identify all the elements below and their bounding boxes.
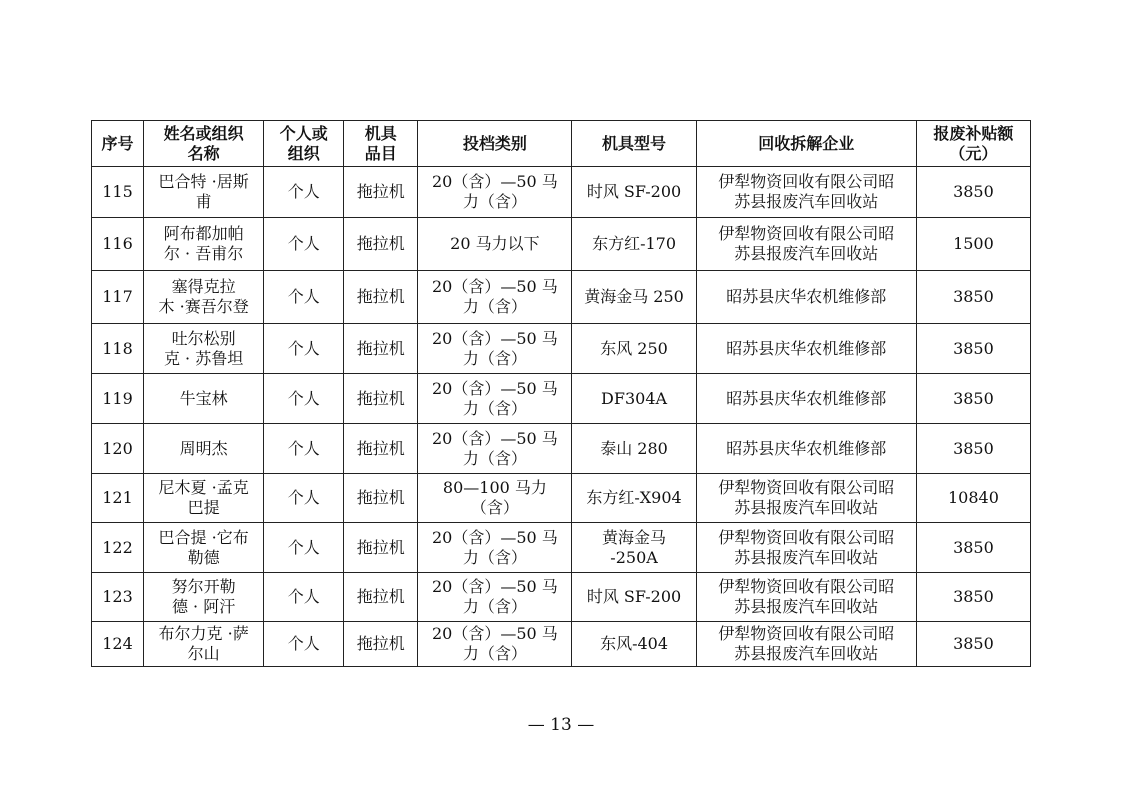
header-type-line: 组织 <box>287 143 320 163</box>
header-amount-line: 报废补贴额 <box>933 123 1014 143</box>
cell-type-text: 个人 <box>287 587 320 606</box>
table-row <box>92 523 1031 573</box>
header-no-text: 序号 <box>101 133 134 153</box>
cell-name <box>144 573 264 622</box>
header-category <box>418 121 572 167</box>
cell-category <box>418 622 572 667</box>
cell-model <box>572 324 696 374</box>
cell-model-line: 东方红-X904 <box>586 488 682 507</box>
cell-category-line: 20（含）—50 马 <box>432 624 558 643</box>
cell-model <box>572 167 696 218</box>
cell-name <box>144 271 264 324</box>
header-name <box>144 121 264 167</box>
header-item-line: 机具 <box>364 123 397 143</box>
cell-category <box>418 324 572 374</box>
cell-model <box>572 474 696 523</box>
cell-name <box>144 374 264 424</box>
cell-category <box>418 218 572 271</box>
cell-name <box>144 622 264 667</box>
cell-category-line: 力（含） <box>462 547 527 567</box>
cell-name-line: 阿布都加帕 <box>163 224 244 243</box>
cell-enterprise-line: 伊犁物资回收有限公司昭 <box>718 224 895 243</box>
header-amount <box>916 121 1030 167</box>
table-row <box>92 324 1031 374</box>
cell-enterprise-line: 昭苏县庆华农机维修部 <box>726 438 887 458</box>
cell-type-text: 个人 <box>287 287 320 306</box>
table-row <box>92 374 1031 424</box>
cell-amount <box>916 167 1030 218</box>
cell-type <box>264 218 344 271</box>
cell-enterprise-line: 昭苏县庆华农机维修部 <box>726 338 887 358</box>
cell-name-line: 吐尔松别 <box>171 328 236 348</box>
cell-category-line: 20（含）—50 马 <box>432 527 558 547</box>
cell-category-line: 20（含）—50 马 <box>432 277 558 296</box>
cell-enterprise-line: 昭苏县庆华农机维修部 <box>726 388 887 408</box>
cell-type <box>264 573 344 622</box>
header-item <box>344 121 418 167</box>
cell-name-line: 木 ·赛吾尔登 <box>158 297 249 316</box>
cell-model-line: -250A <box>610 547 658 567</box>
cell-type-text: 个人 <box>287 338 320 358</box>
cell-type-text: 个人 <box>287 234 320 253</box>
table-row <box>92 622 1031 667</box>
cell-no-text: 116 <box>102 234 133 253</box>
cell-item-text: 拖拉机 <box>356 634 405 653</box>
header-model <box>572 121 696 167</box>
cell-name-line: 德 · 阿汗 <box>171 597 236 616</box>
cell-category <box>418 523 572 573</box>
cell-amount <box>916 474 1030 523</box>
cell-enterprise-line: 苏县报废汽车回收站 <box>734 547 879 567</box>
cell-item <box>344 523 418 573</box>
cell-item-text: 拖拉机 <box>356 488 405 507</box>
cell-category <box>418 271 572 324</box>
cell-enterprise-line: 伊犁物资回收有限公司昭 <box>718 172 895 191</box>
cell-category-line: 20（含）—50 马 <box>432 428 558 448</box>
cell-enterprise <box>696 523 916 573</box>
cell-model <box>572 218 696 271</box>
cell-model <box>572 271 696 324</box>
cell-amount-text: 3850 <box>953 338 994 358</box>
cell-model-line: 黄海金马 <box>602 527 667 547</box>
cell-name-line: 巴合特 ·居斯 <box>158 172 249 191</box>
cell-amount <box>916 523 1030 573</box>
cell-item <box>344 167 418 218</box>
cell-category-line: 力（含） <box>462 348 527 368</box>
cell-no <box>92 374 144 424</box>
cell-category-line: （含） <box>470 498 519 517</box>
cell-enterprise <box>696 271 916 324</box>
cell-enterprise <box>696 374 916 424</box>
header-amount-line: （元） <box>949 143 998 163</box>
cell-enterprise-line: 伊犁物资回收有限公司昭 <box>718 527 895 547</box>
cell-name-line: 巴提 <box>187 498 220 517</box>
cell-type-text: 个人 <box>287 537 320 557</box>
cell-item-text: 拖拉机 <box>356 438 405 458</box>
cell-item <box>344 324 418 374</box>
cell-item <box>344 573 418 622</box>
cell-model <box>572 374 696 424</box>
cell-item <box>344 424 418 474</box>
table-row <box>92 271 1031 324</box>
cell-no-text: 117 <box>102 287 133 306</box>
cell-type <box>264 324 344 374</box>
cell-amount <box>916 374 1030 424</box>
cell-model-line: 时风 SF-200 <box>586 587 682 606</box>
cell-model-line: 东风-404 <box>600 634 669 653</box>
cell-no-text: 123 <box>102 587 133 606</box>
cell-item <box>344 271 418 324</box>
cell-amount-text: 3850 <box>953 182 994 201</box>
cell-name-line: 努尔开勒 <box>171 577 236 596</box>
cell-category-line: 20（含）—50 马 <box>432 172 558 191</box>
cell-no <box>92 523 144 573</box>
cell-item-text: 拖拉机 <box>356 388 405 408</box>
cell-no-text: 119 <box>102 388 133 408</box>
cell-amount <box>916 573 1030 622</box>
cell-enterprise <box>696 324 916 374</box>
cell-model-line: 黄海金马 250 <box>584 287 684 306</box>
cell-category-line: 力（含） <box>462 644 527 663</box>
cell-item-text: 拖拉机 <box>356 287 405 306</box>
cell-amount <box>916 622 1030 667</box>
cell-category-line: 力（含） <box>462 192 527 211</box>
cell-name <box>144 474 264 523</box>
cell-item <box>344 474 418 523</box>
cell-no <box>92 474 144 523</box>
table-row <box>92 167 1031 218</box>
cell-no-text: 122 <box>102 537 133 557</box>
cell-model <box>572 523 696 573</box>
cell-amount-text: 3850 <box>953 438 994 458</box>
cell-category <box>418 474 572 523</box>
cell-category <box>418 167 572 218</box>
cell-enterprise <box>696 573 916 622</box>
cell-type <box>264 271 344 324</box>
cell-type-text: 个人 <box>287 388 320 408</box>
cell-enterprise-line: 苏县报废汽车回收站 <box>734 597 879 616</box>
cell-item <box>344 218 418 271</box>
cell-name-line: 周明杰 <box>179 438 228 458</box>
cell-no-text: 120 <box>102 438 133 458</box>
cell-item-text: 拖拉机 <box>356 234 405 253</box>
cell-name <box>144 523 264 573</box>
cell-item <box>344 374 418 424</box>
cell-name-line: 牛宝林 <box>179 388 228 408</box>
cell-enterprise-line: 苏县报废汽车回收站 <box>734 498 879 517</box>
cell-name <box>144 218 264 271</box>
cell-enterprise-line: 伊犁物资回收有限公司昭 <box>718 624 895 643</box>
cell-name <box>144 167 264 218</box>
cell-item-text: 拖拉机 <box>356 587 405 606</box>
header-enterprise-text: 回收拆解企业 <box>758 133 855 153</box>
header-name-line: 姓名或组织 <box>163 123 244 143</box>
table-header-row <box>92 121 1031 167</box>
cell-category-line: 20 马力以下 <box>450 234 540 253</box>
cell-amount <box>916 424 1030 474</box>
cell-model-line: 泰山 280 <box>600 438 668 458</box>
cell-model <box>572 622 696 667</box>
cell-amount <box>916 271 1030 324</box>
cell-no <box>92 271 144 324</box>
header-item-line: 品目 <box>364 143 397 163</box>
cell-category-line: 20（含）—50 马 <box>432 328 558 348</box>
cell-enterprise <box>696 622 916 667</box>
cell-category-line: 力（含） <box>462 597 527 616</box>
cell-amount-text: 1500 <box>953 234 994 253</box>
cell-model-line: DF304A <box>601 388 668 408</box>
cell-item-text: 拖拉机 <box>356 537 405 557</box>
cell-enterprise-line: 苏县报废汽车回收站 <box>734 644 879 663</box>
cell-type <box>264 523 344 573</box>
page-number: — 13 — <box>527 715 595 735</box>
cell-enterprise-line: 苏县报废汽车回收站 <box>734 244 879 263</box>
header-category-text: 投档类别 <box>462 133 527 153</box>
cell-model-line: 东方红-170 <box>592 234 677 253</box>
cell-no <box>92 424 144 474</box>
cell-amount-text: 3850 <box>953 587 994 606</box>
cell-no <box>92 573 144 622</box>
cell-model <box>572 573 696 622</box>
cell-model-line: 时风 SF-200 <box>586 182 682 201</box>
cell-category <box>418 424 572 474</box>
cell-model-line: 东风 250 <box>600 338 668 358</box>
cell-enterprise-line: 伊犁物资回收有限公司昭 <box>718 478 895 497</box>
cell-category-line: 力（含） <box>462 448 527 468</box>
cell-name-line: 甫 <box>195 192 212 211</box>
cell-amount-text: 3850 <box>953 287 994 306</box>
cell-no <box>92 622 144 667</box>
cell-name-line: 布尔力克 ·萨 <box>158 624 249 643</box>
cell-name <box>144 424 264 474</box>
cell-item <box>344 622 418 667</box>
cell-amount <box>916 218 1030 271</box>
cell-enterprise-line: 苏县报废汽车回收站 <box>734 192 879 211</box>
cell-no-text: 115 <box>102 182 133 201</box>
cell-enterprise-line: 昭苏县庆华农机维修部 <box>726 287 887 306</box>
cell-amount-text: 3850 <box>953 634 994 653</box>
cell-enterprise <box>696 424 916 474</box>
cell-type <box>264 374 344 424</box>
table-row <box>92 218 1031 271</box>
cell-item-text: 拖拉机 <box>356 182 405 201</box>
cell-no-text: 124 <box>102 634 133 653</box>
header-no <box>92 121 144 167</box>
cell-name-line: 克 · 苏鲁坦 <box>163 348 244 368</box>
cell-name-line: 勒德 <box>187 547 220 567</box>
cell-name-line: 塞得克拉 <box>171 277 236 296</box>
cell-amount-text: 10840 <box>947 488 999 507</box>
cell-amount <box>916 324 1030 374</box>
cell-no <box>92 218 144 271</box>
cell-category <box>418 573 572 622</box>
cell-name-line: 尼木夏 ·孟克 <box>158 478 249 497</box>
cell-category-line: 力（含） <box>462 297 527 316</box>
cell-enterprise <box>696 167 916 218</box>
header-model-text: 机具型号 <box>602 133 667 153</box>
table-row <box>92 424 1031 474</box>
subsidy-table <box>91 120 1031 667</box>
table-row <box>92 573 1031 622</box>
cell-no-text: 121 <box>102 488 133 507</box>
cell-type-text: 个人 <box>287 182 320 201</box>
cell-amount-text: 3850 <box>953 537 994 557</box>
cell-type-text: 个人 <box>287 438 320 458</box>
cell-type <box>264 474 344 523</box>
header-name-line: 名称 <box>187 143 220 163</box>
cell-type <box>264 167 344 218</box>
table-row <box>92 474 1031 523</box>
cell-category-line: 力（含） <box>462 398 527 418</box>
cell-type-text: 个人 <box>287 488 320 507</box>
cell-category-line: 20（含）—50 马 <box>432 577 558 596</box>
cell-enterprise-line: 伊犁物资回收有限公司昭 <box>718 577 895 596</box>
cell-name <box>144 324 264 374</box>
cell-name-line: 尔 · 吾甫尔 <box>163 244 244 263</box>
header-type-line: 个人或 <box>279 123 328 143</box>
cell-name-line: 尔山 <box>187 644 220 663</box>
cell-category-line: 20（含）—50 马 <box>432 378 558 398</box>
cell-enterprise <box>696 218 916 271</box>
table-body <box>92 167 1031 667</box>
cell-no <box>92 167 144 218</box>
cell-model <box>572 424 696 474</box>
cell-name-line: 巴合提 ·它布 <box>158 527 249 547</box>
header-type <box>264 121 344 167</box>
cell-enterprise <box>696 474 916 523</box>
cell-no-text: 118 <box>102 338 133 358</box>
cell-type-text: 个人 <box>287 634 320 653</box>
cell-item-text: 拖拉机 <box>356 338 405 358</box>
cell-amount-text: 3850 <box>953 388 994 408</box>
cell-no <box>92 324 144 374</box>
cell-type <box>264 622 344 667</box>
cell-category <box>418 374 572 424</box>
cell-type <box>264 424 344 474</box>
header-enterprise <box>696 121 916 167</box>
cell-category-line: 80—100 马力 <box>442 478 547 497</box>
